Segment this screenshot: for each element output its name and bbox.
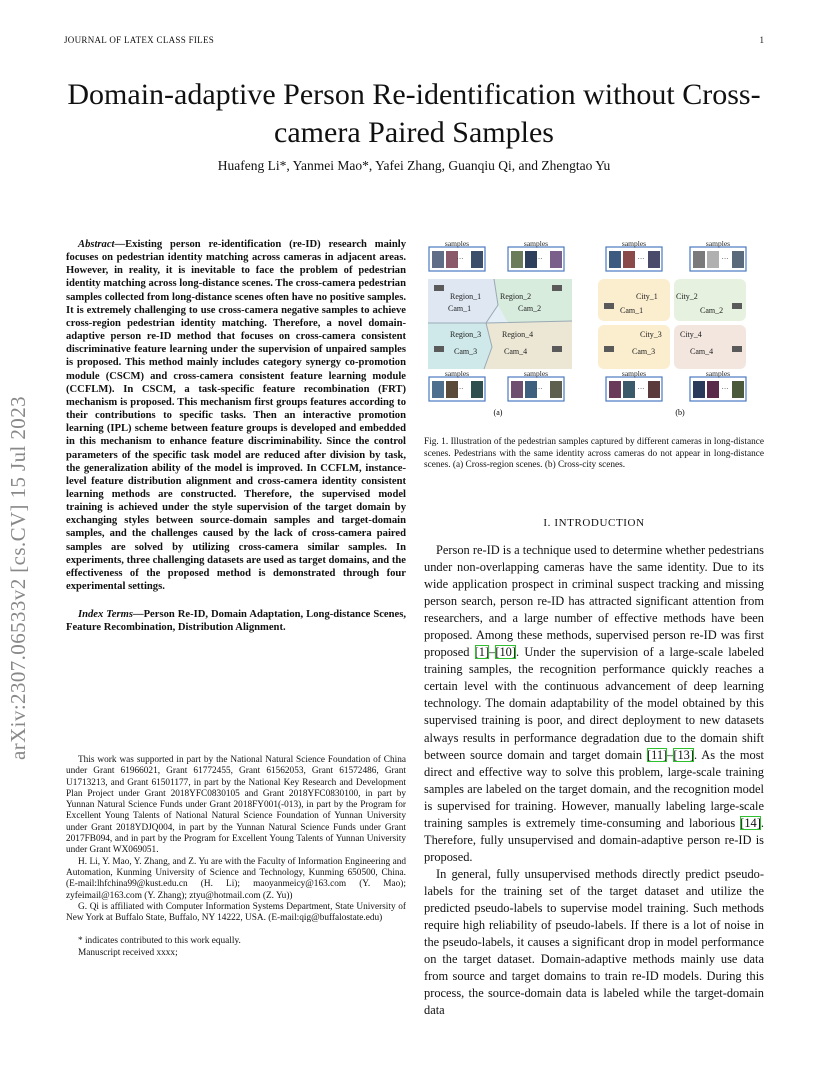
equal-contribution-note: * indicates contributed to this work equally.: [78, 936, 241, 947]
cam-4-label-b: Cam_4: [690, 347, 714, 356]
panel-b: [598, 239, 746, 417]
cam-1-label-a: Cam_1: [448, 304, 472, 313]
citation-link-1[interactable]: [1]: [474, 645, 490, 660]
samples-label-a3: samples: [444, 369, 470, 378]
funding-footnote: This work was supported in part by the National Natural Science Foundation of China under Grant 61966021, Grant 61772455, Grant 61562053, Grant 61572486, Grant U1713213, and Grant 61501177, in part by the National Key Research and Development Plan Project under Grant 2018YFC0830105 and Grant 2018YFC0830100, in part by Yunnan Natural Science Funds under Grant 2018FY001(-013), in part by the Program for Excellent Young Talents of National Natural Science Foundation of Yunnan University under Grant 2018YDJQ004, in part by the Yunnan Natural Science Funds under Grant 2017FB094, and in part by the Program for Excellent Young Talents of Yunnan University under Grant WX069051.: [66, 755, 406, 856]
cam-2-label-b: Cam_2: [700, 306, 724, 315]
citation-link-14[interactable]: [14]: [740, 815, 761, 830]
affiliation-footnote-qi: G. Qi is affiliated with Computer Information Systems Department, State University of New York at Buffalo State, Buffalo, NY 14222, USA. (E-mail:qig@buffalostate.edu): [66, 901, 406, 924]
svg-text:···: ···: [456, 385, 464, 393]
cam-3-label-a: Cam_3: [454, 347, 478, 356]
abstract-label: Abstract: [78, 239, 115, 250]
arxiv-identifier[interactable]: arXiv:2307.06533v2 [cs.CV] 15 Jul 2023: [6, 395, 30, 760]
intro-text-1a: Person re-ID is a technique used to determine whether pedestrians under non-overlapping cameras have the same identity. Due to its wide application prospect in criminal suspect tracking and missing person search, person re-ID has attracted significant attention from researchers, and a large number of effective methods have been proposed. Among these methods, supervised person re-ID was first proposed: [424, 543, 764, 660]
svg-text:···: ···: [721, 385, 729, 393]
footnotes: [66, 755, 406, 959]
section-heading-introduction: I. INTRODUCTION: [543, 517, 645, 529]
region-3-label: Region_3: [450, 330, 482, 339]
samples-label-b2: samples: [705, 239, 731, 248]
intro-paragraph-1: [424, 542, 764, 866]
city-1-label: City_1: [636, 292, 658, 301]
affiliation-footnote: H. Li, Y. Mao, Y. Zhang, and Z. Yu are with the Faculty of Information Engineering and Automation, Kunming University of Science and Technology, Kunming 650500, China. (E-mail:lhfchina99@kust.edu.cn (H. Li); maoyanmeicy@163.com (Y. Mao); zyfeimail@163.com (Y. Zhang); ztyu@hotmail.com (Z. Yu)): [66, 856, 406, 901]
panel-a-sublabel: (a): [493, 408, 503, 417]
region-1-label: Region_1: [450, 292, 482, 301]
svg-text:···: ···: [637, 255, 645, 263]
abstract: [66, 238, 406, 593]
page-number: 1: [759, 35, 764, 45]
svg-text:···: ···: [721, 255, 729, 263]
introduction-body: [424, 542, 764, 1019]
region-2-label: Region_2: [500, 292, 532, 301]
abstract-text: —Existing person re-identification (re-ID) research mainly focuses on pedestrian identity matching across cameras in adjacent areas. However, in reality, it is inevitable to face the problem of pedestrian identity matching across long-distance scenes. The cross-camera pedestrian samples collected from long-distance scenes often have no positive samples. It is extremely challenging to use cross-camera negative samples to achieve cross-region pedestrian identity matching. Therefore, a novel domain-adaptive person re-ID method that focuses on cross-camera consistent discriminative feature learning under the supervision of unpaired samples is proposed. This method mainly includes category synergy co-promotion module (CSCM) and cross-camera consistent feature learning module (CCFLM). In CSCM, a task-specific feature recombination (FRT) mechanism is proposed. This mechanism first groups features according to their contributions to specific tasks. Then an interactive promotion learning (IPL) scheme between feature groups is developed and embedded in this mechanism to enhance feature discriminability. Since the control parameters of the specific task model are reduced after division by task, the generalization ability of the model is improved. In CCFLM, instance-level feature distribution alignment and cross-camera identity consistent learning methods are constructed. Therefore, the supervised model training is achieved under the style supervision of the target domain by exchanging styles between source-domain samples and target-domain samples, and the challenges caused by the lack of cross-camera paired samples are solved by utilizing cross-camera similar samples. In experiments, three challenging datasets are used as target domains, and the effectiveness of the proposed method is demonstrated through four experimental settings.: [66, 239, 406, 593]
figure-1-caption: Fig. 1. Illustration of the pedestrian samples captured by different cameras in long-distance scenes. Pedestrians with the same identity across cameras do not appear in long-distance scenes. (a) Cross-region scenes. (b) Cross-city scenes.: [424, 437, 764, 471]
samples-label-b4: samples: [705, 369, 731, 378]
cam-3-label-b: Cam_3: [632, 347, 656, 356]
figure-1: [424, 237, 764, 417]
svg-text:···: ···: [456, 255, 464, 263]
samples-label-b1: samples: [621, 239, 647, 248]
citation-link-13[interactable]: [13]: [673, 747, 694, 762]
index-terms: [66, 608, 406, 634]
city-2-label: City_2: [676, 292, 698, 301]
intro-dash-1: –: [489, 645, 496, 660]
region-4-label: Region_4: [502, 330, 534, 339]
intro-paragraph-2: In general, fully unsupervised methods directly predict pseudo-labels for the training set of the target dataset and utilize the predicted pseudo-labels to supervise model training. Such methods require high reliability of pseudo-labels. If there is a lot of noise in the pseudo-labels, it causes a significant drop in model performance on the target dataset. Domain-adaptive methods mainly use data from source and target domains to train re-ID models. During this process, the source-domain data is labeled while the target-domain data: [424, 866, 764, 1018]
svg-text:···: ···: [637, 385, 645, 393]
city-4-label: City_4: [680, 330, 702, 339]
cam-2-label-a: Cam_2: [518, 304, 542, 313]
intro-text-1f: . Therefore, fully unsupervised and domain-adaptive person re-ID is proposed.: [424, 815, 764, 864]
samples-label-a2: samples: [523, 239, 549, 248]
index-terms-text: —Person Re-ID, Domain Adaptation, Long-distance Scenes, Feature Recombination, Distribution Alignment.: [66, 609, 406, 634]
panel-a: [428, 239, 572, 417]
samples-label-a4: samples: [523, 369, 549, 378]
index-terms-label: Index Terms: [78, 609, 133, 621]
panel-b-sublabel: (b): [675, 408, 685, 417]
svg-text:···: ···: [535, 255, 543, 263]
citation-link-10[interactable]: [10]: [495, 645, 516, 660]
manuscript-received-note: Manuscript received xxxx;: [78, 947, 178, 958]
paper-title: Domain-adaptive Person Re-identification without Cross-camera Paired Samples: [67, 78, 761, 149]
intro-text-1c: . Under the supervision of a large-scale labeled training samples, the recognition performance quickly reaches a certain level with the continuous advancement of deep learning technology. The domain adaptability of the model obtained by this supervised training is poor, and direct deployment to new datasets always results in performance degradation due to the domain shift between source domain and target domain: [424, 645, 764, 762]
left-column: [66, 238, 406, 635]
cam-1-label-b: Cam_1: [620, 306, 644, 315]
running-head: JOURNAL OF LATEX CLASS FILES: [64, 35, 215, 45]
intro-text-1e: . As the most direct and effective way to solve this problem, large-scale training samples are labeled on the target domain, and the recognition model is supervised for training. However, manually labeling large-scale training samples is extremely time-consuming and laborious: [424, 747, 764, 830]
city-3-label: City_3: [640, 330, 662, 339]
cam-4-label-a: Cam_4: [504, 347, 528, 356]
samples-label-a1: samples: [444, 239, 470, 248]
citation-link-11[interactable]: [11]: [646, 747, 668, 762]
figure-1-illustration: [424, 237, 764, 417]
author-list: Huafeng Li*, Yanmei Mao*, Yafei Zhang, Guanqiu Qi, and Zhengtao Yu: [217, 158, 611, 173]
samples-label-b3: samples: [621, 369, 647, 378]
svg-text:···: ···: [535, 385, 543, 393]
intro-dash-2: –: [667, 747, 674, 762]
